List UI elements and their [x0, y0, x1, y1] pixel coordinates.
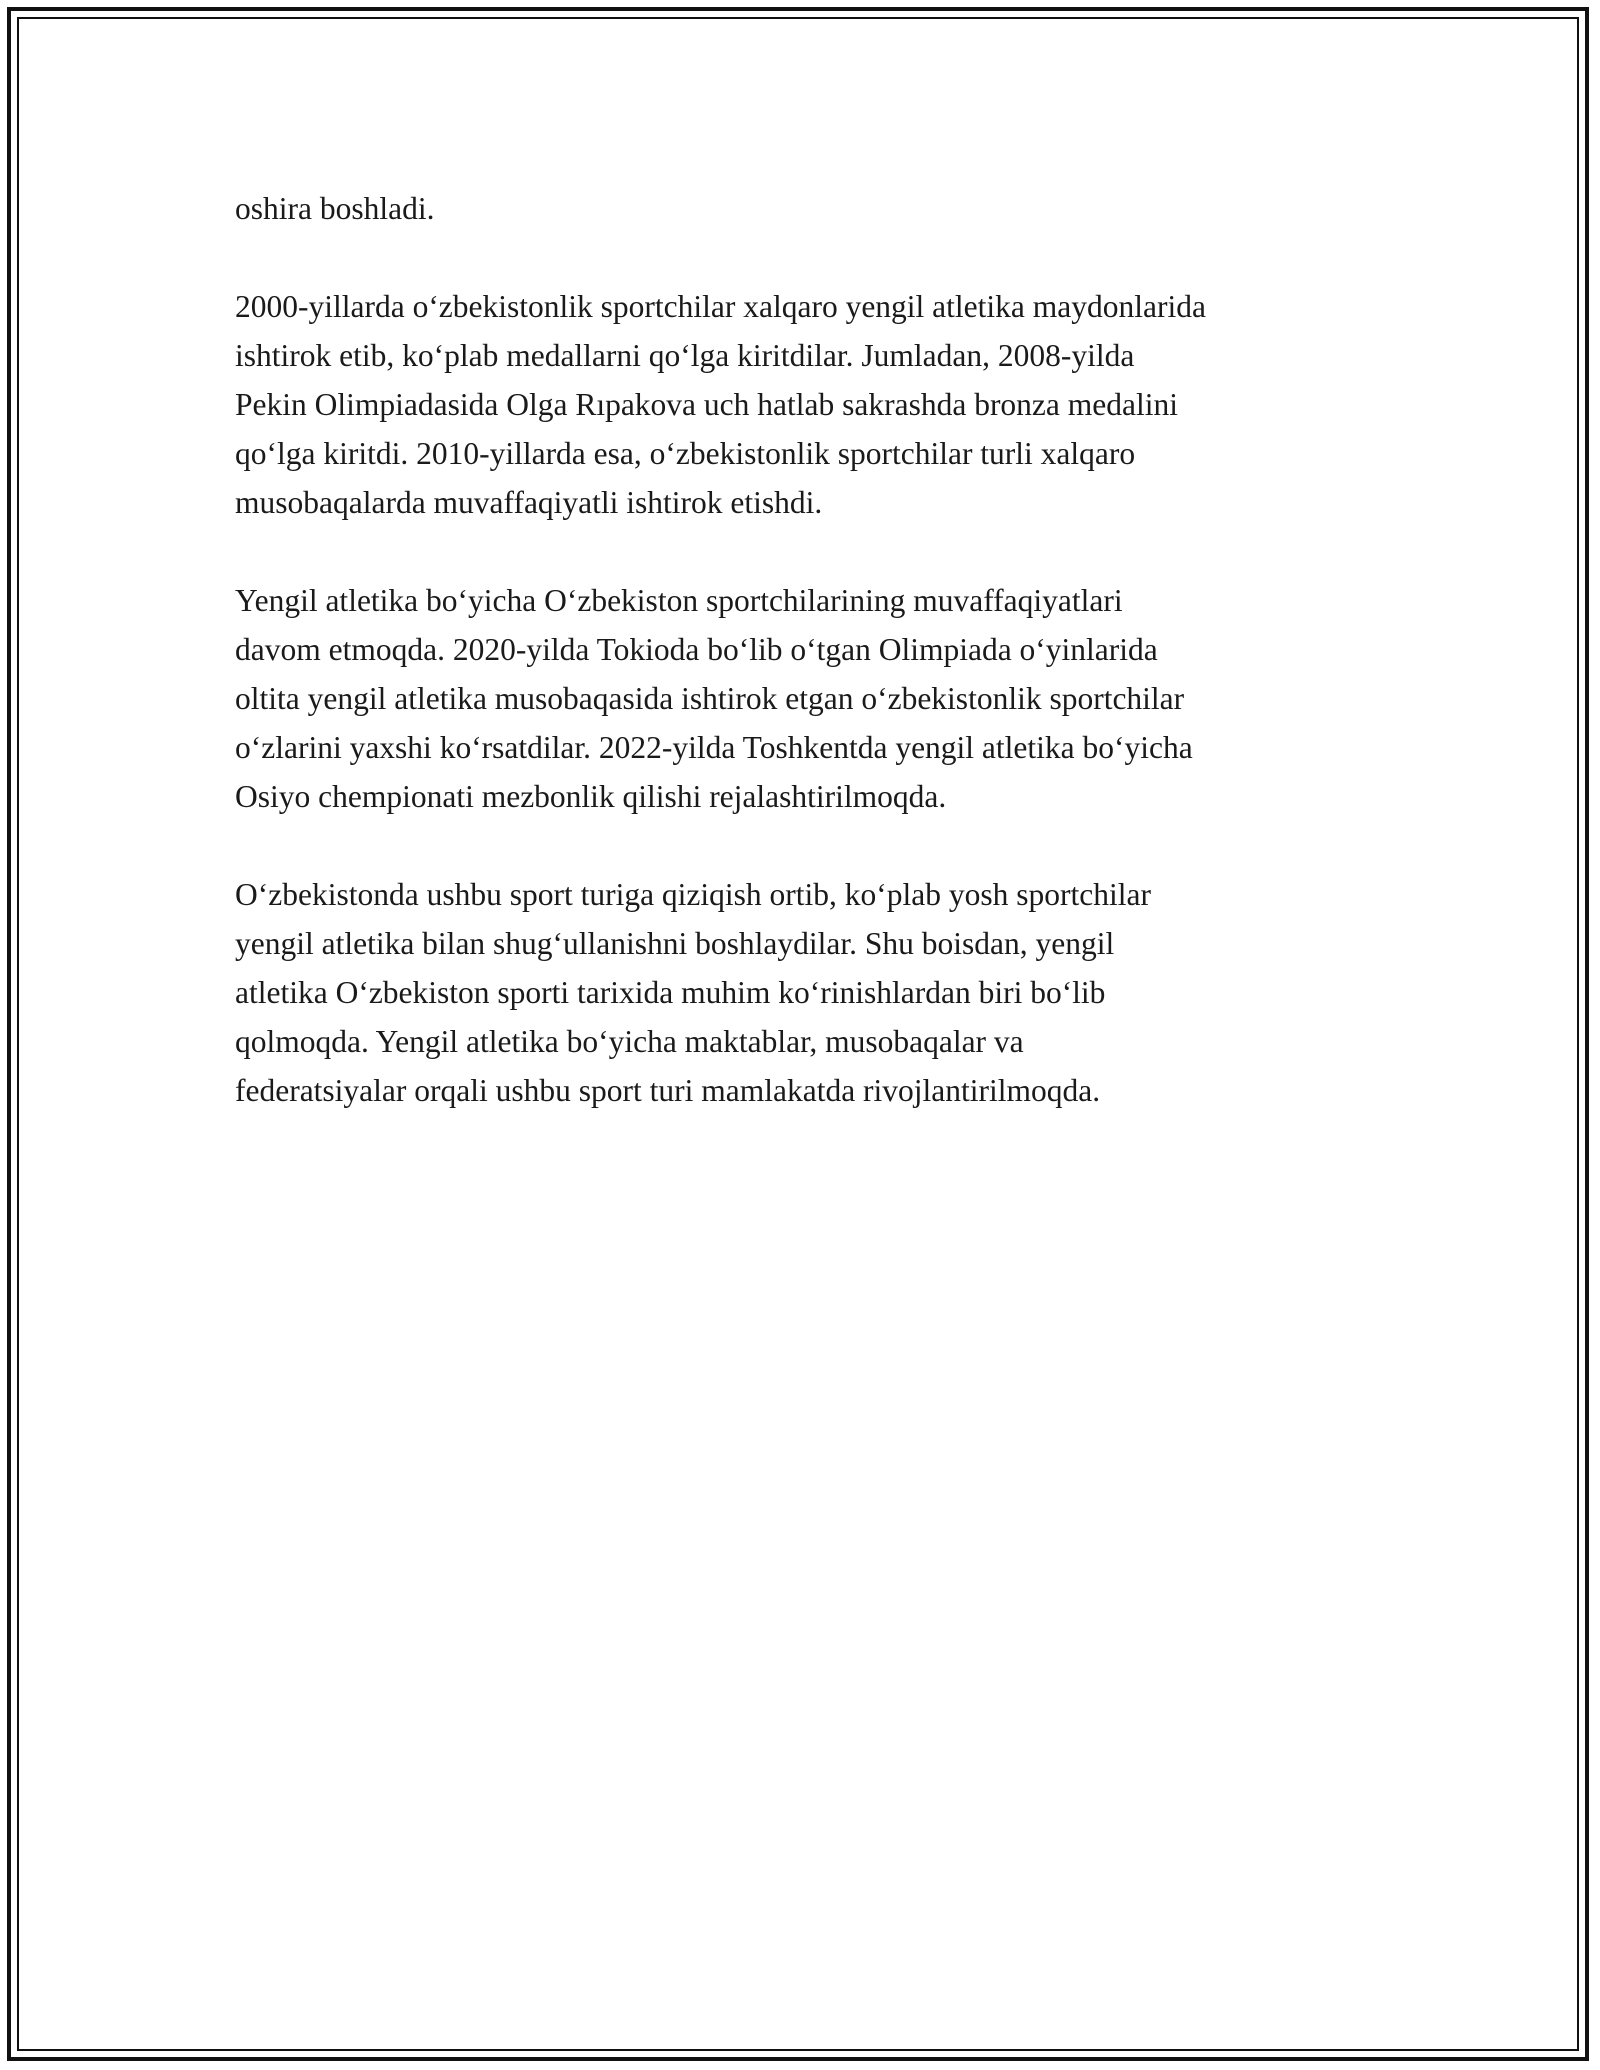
text-line: Osiyo chempionati mezbonlik qilishi rejalashtirilmoqda. [235, 779, 947, 814]
text-line: yengil atletika bilan shug‘ullanishni boshlaydilar. Shu boisdan, yengil [235, 926, 1115, 961]
text-line: Yengil atletika bo‘yicha O‘zbekiston sportchilarining muvaffaqiyatlari [235, 583, 1123, 618]
text-line: o‘zlarini yaxshi ko‘rsatdilar. 2022-yilda Toshkentda yengil atletika bo‘yicha [235, 730, 1193, 765]
text-line: federatsiyalar orqali ushbu sport turi mamlakatda rivojlantirilmoqda. [235, 1073, 1101, 1108]
text-line: davom etmoqda. 2020-yilda Tokioda bo‘lib o‘tgan Olimpiada o‘yinlarida [235, 632, 1158, 667]
text-line: oshira boshladi. [235, 191, 435, 226]
text-line: oltita yengil atletika musobaqasida ishtirok etgan o‘zbekistonlik sportchilar [235, 681, 1185, 716]
text-line: O‘zbekistonda ushbu sport turiga qiziqish ortib, ko‘plab yosh sportchilar [235, 877, 1151, 912]
text-line: ishtirok etib, ko‘plab medallarni qo‘lga kiritdilar. Jumladan, 2008-yilda [235, 338, 1135, 373]
text-line: qo‘lga kiritdi. 2010-yillarda esa, o‘zbekistonlik sportchilar turli xalqaro [235, 436, 1136, 471]
paragraph [235, 576, 1395, 821]
text-line: atletika O‘zbekiston sporti tarixida muhim ko‘rinishlardan biri bo‘lib [235, 975, 1106, 1010]
paragraph [235, 282, 1395, 527]
text-line: musobaqalarda muvaffaqiyatli ishtirok etishdi. [235, 485, 823, 520]
text-line: 2000-yillarda o‘zbekistonlik sportchilar xalqaro yengil atletika maydonlarida [235, 289, 1206, 324]
paragraph [235, 184, 1395, 233]
text-line: Pekin Olimpiadasida Olga Rıpakova uch hatlab sakrashda bronza medalini [235, 387, 1178, 422]
paragraph [235, 870, 1395, 1115]
text-line: qolmoqda. Yengil atletika bo‘yicha maktablar, musobaqalar va [235, 1024, 1024, 1059]
document-body [235, 184, 1395, 1164]
